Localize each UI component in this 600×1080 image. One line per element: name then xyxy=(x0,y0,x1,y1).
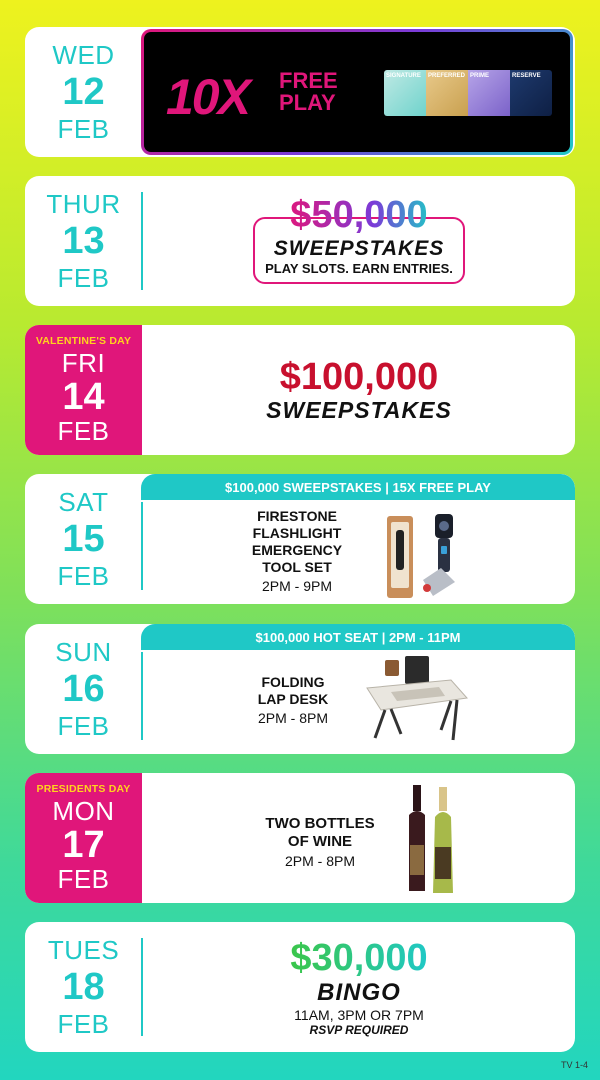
wine-bottles-image xyxy=(405,785,469,897)
flashlight-tool-set-image xyxy=(383,510,483,602)
date-block xyxy=(25,176,142,306)
date-block xyxy=(25,27,142,157)
prize-time: 2PM - 8PM xyxy=(284,853,355,869)
day-of-week: WED xyxy=(52,40,115,70)
day-number: 12 xyxy=(62,71,105,113)
month: FEB xyxy=(57,114,110,144)
promo-free-play xyxy=(279,70,338,114)
prize-time: 2PM - 8PM xyxy=(257,710,328,726)
card-tier: PRIME xyxy=(468,70,510,116)
day-of-week: SAT xyxy=(58,487,109,517)
event-title: SWEEPSTAKES xyxy=(273,236,445,260)
lap-desk-image xyxy=(361,654,471,748)
date-block xyxy=(25,773,142,903)
holiday-tag: PRESIDENTS DAY xyxy=(36,782,131,795)
play-label: PLAY xyxy=(279,90,336,115)
prize-area xyxy=(143,504,575,604)
prize-line: FIRESTONE xyxy=(257,508,337,524)
date-block xyxy=(25,325,142,455)
promo-panel xyxy=(141,29,573,155)
day-of-week: THUR xyxy=(46,189,121,219)
day-of-week: TUES xyxy=(47,935,120,965)
card-sun xyxy=(25,624,575,754)
card-tier: RESERVE xyxy=(510,70,552,116)
card-sat xyxy=(25,474,575,604)
prize-area xyxy=(143,773,575,903)
day-number: 16 xyxy=(62,668,105,710)
prize-line: OF WINE xyxy=(287,833,353,850)
prize-amount: $100,000 xyxy=(279,355,439,398)
day-number: 14 xyxy=(62,375,105,418)
event-subtitle: PLAY SLOTS. EARN ENTRIES. xyxy=(265,260,453,276)
event-banner: $100,000 SWEEPSTAKES | 15X FREE PLAY xyxy=(141,474,575,500)
prize-description xyxy=(255,815,385,871)
month: FEB xyxy=(57,415,110,446)
card-fri xyxy=(25,325,575,455)
day-of-week: FRI xyxy=(61,347,106,378)
card-tier: PREFERRED xyxy=(426,70,468,116)
day-of-week: SUN xyxy=(55,637,112,667)
month: FEB xyxy=(57,711,110,741)
rsvp-note: RSVP REQUIRED xyxy=(309,1023,409,1037)
prize-amount: $30,000 xyxy=(290,937,428,979)
day-number: 17 xyxy=(62,823,105,866)
event-title: SWEEPSTAKES xyxy=(266,396,452,423)
month: FEB xyxy=(57,561,110,591)
prize-line: EMERGENCY xyxy=(251,542,343,558)
event-times: 11AM, 3PM OR 7PM xyxy=(294,1007,424,1023)
month: FEB xyxy=(57,1009,110,1039)
prize-time: 2PM - 9PM xyxy=(261,578,332,594)
event-title: BINGO xyxy=(317,979,401,1006)
day-number: 13 xyxy=(62,220,105,262)
event-banner: $100,000 HOT SEAT | 2PM - 11PM xyxy=(141,624,575,650)
month: FEB xyxy=(57,263,110,293)
footer-code: TV 1-4 xyxy=(560,1060,588,1070)
prize-line: TOOL SET xyxy=(262,559,332,575)
date-block xyxy=(25,624,142,754)
card-thur xyxy=(25,176,575,306)
day-of-week: MON xyxy=(52,795,115,826)
date-block xyxy=(25,474,142,604)
prize-line: TWO BOTTLES xyxy=(265,815,375,832)
sweepstakes-box xyxy=(253,193,465,284)
day-number: 18 xyxy=(62,966,105,1008)
prize-description xyxy=(243,674,343,728)
free-label: FREE xyxy=(279,68,338,93)
player-cards-image xyxy=(384,70,552,116)
prize-line: FLASHLIGHT xyxy=(252,525,342,541)
event-content xyxy=(143,325,575,455)
promo-multiplier: 10X xyxy=(166,69,249,125)
prize-area xyxy=(143,654,575,754)
prize-description xyxy=(217,508,377,596)
card-mon xyxy=(25,773,575,903)
day-number: 15 xyxy=(62,518,105,560)
prize-line: FOLDING xyxy=(261,674,325,690)
month: FEB xyxy=(57,863,110,894)
date-block xyxy=(25,922,142,1052)
holiday-tag: VALENTINE'S DAY xyxy=(35,334,132,347)
event-content xyxy=(143,922,575,1052)
card-tues xyxy=(25,922,575,1052)
card-wed xyxy=(25,27,575,157)
prize-amount: $50,000 xyxy=(286,195,431,235)
prize-line: LAP DESK xyxy=(257,691,329,707)
card-tier: SIGNATURE xyxy=(384,70,426,116)
event-content xyxy=(143,176,575,306)
